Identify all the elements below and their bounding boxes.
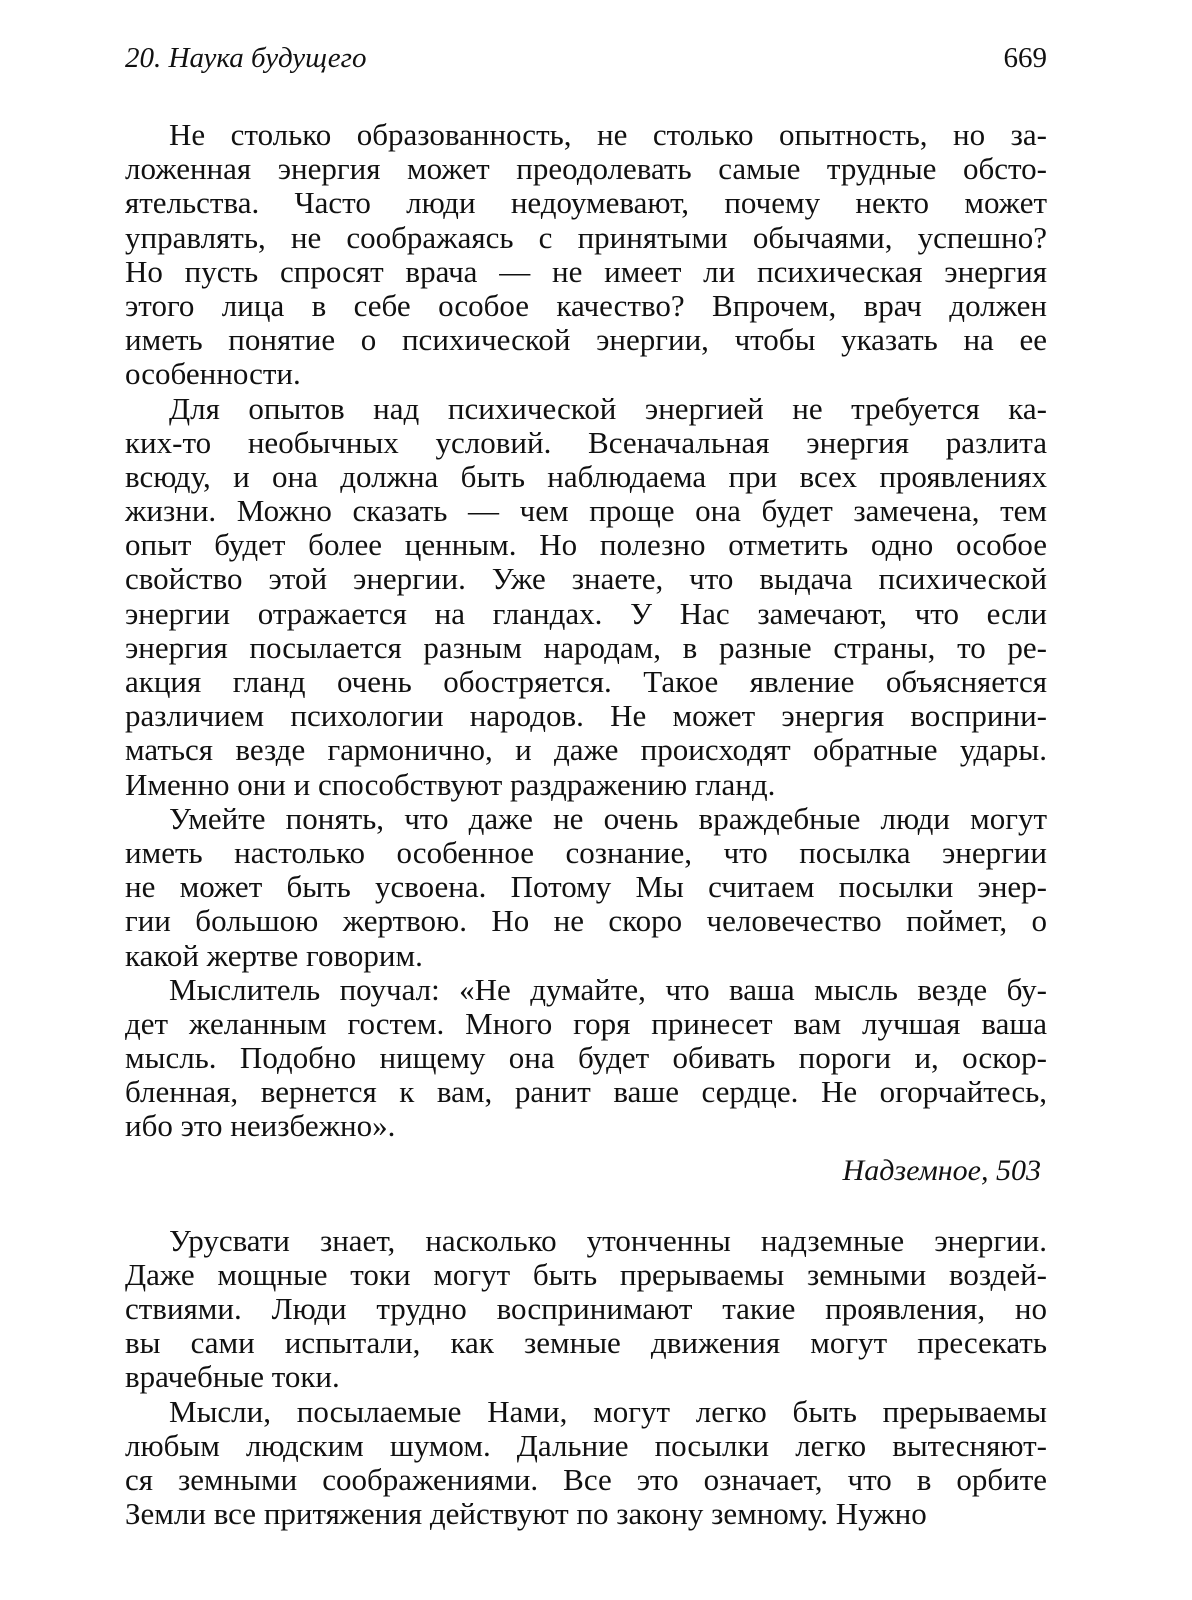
text-line: иметь настолько особенное сознание, что посылка энергии xyxy=(125,834,1047,870)
body-text xyxy=(125,118,1047,1531)
text-line: акция гланд очень обостряется. Такое явление объясняется xyxy=(125,664,1047,699)
text-line: мысль. Подобно нищему она будет обивать пороги и, оскор- xyxy=(125,1040,1047,1076)
text-line: энергии отражается на гландах. У Нас замечают, что если xyxy=(125,595,1047,631)
text-section-2 xyxy=(125,1224,1047,1532)
paragraph xyxy=(125,392,1047,802)
text-line: особенности. xyxy=(125,356,301,392)
text-line: иметь понятие о психической энергии, чтобы указать на ее xyxy=(125,322,1047,358)
text-line: Земли все притяжения действуют по закону земному. Нужно xyxy=(125,1496,927,1532)
text-line: вы сами испытали, как земные движения могут пресекать xyxy=(125,1325,1047,1361)
text-line: ибо это неизбежно». xyxy=(125,1108,396,1144)
paragraph xyxy=(125,118,1047,392)
text-line: ких-то необычных условий. Всеначальная энергия разлита xyxy=(125,424,1047,460)
text-line: ся земными соображениями. Все это означает, что в орбите xyxy=(125,1461,1047,1497)
text-line: Урусвати знает, насколько утонченны надземные энергии. xyxy=(169,1222,1047,1258)
text-line: любым людским шумом. Дальние посылки легко вытесняют- xyxy=(125,1427,1047,1463)
paragraph xyxy=(125,1224,1047,1395)
text-line: маться везде гармонично, и даже происходят обратные удары. xyxy=(125,732,1047,768)
paragraph xyxy=(125,973,1047,1144)
text-section-1 xyxy=(125,118,1047,1144)
text-line: всюду, и она должна быть наблюдаема при всех проявлениях xyxy=(125,458,1047,494)
text-line: какой жертве говорим. xyxy=(125,937,423,973)
text-line: Не столько образованность, не столько опытность, но за- xyxy=(169,117,1047,152)
text-line: ятельства. Часто люди недоумевают, почему некто может xyxy=(125,185,1047,221)
paragraph xyxy=(125,802,1047,973)
page-number: 669 xyxy=(1003,42,1047,74)
text-line: Но пусть спросят врача — не имеет ли психическая энергия xyxy=(125,253,1047,289)
text-line: врачебные токи. xyxy=(125,1359,340,1395)
text-line: опыт будет более ценным. Но полезно отметить одно особое xyxy=(125,527,1047,563)
text-line: Мыслитель поучал: «Не думайте, что ваша мысль везде бу- xyxy=(169,971,1047,1007)
text-line: Даже мощные токи могут быть прерываемы земными воздей- xyxy=(125,1256,1047,1292)
running-head xyxy=(125,40,1047,76)
text-line: различием психологии народов. Не может энергия восприни- xyxy=(125,698,1047,734)
text-line: дет желанным гостем. Много горя принесет вам лучшая ваша xyxy=(125,1005,1047,1041)
chapter-title: 20. Наука будущего xyxy=(125,42,367,74)
text-line: Для опытов над психической энергией не требуется ка- xyxy=(169,390,1047,426)
text-line: энергия посылается разным народам, в разные страны, то ре- xyxy=(125,629,1047,665)
text-line: бленная, вернется к вам, ранит ваше сердце. Не огорчайтесь, xyxy=(125,1074,1047,1110)
source-citation: Надземное, 503 xyxy=(842,1153,1041,1187)
section-gap xyxy=(125,1188,1047,1224)
book-page xyxy=(125,40,1047,1531)
text-line: не может быть усвоена. Потому Мы считаем посылки энер- xyxy=(125,869,1047,905)
text-line: Умейте понять, что даже не очень враждебные люди могут xyxy=(169,800,1047,836)
text-line: ствиями. Люди трудно воспринимают такие проявления, но xyxy=(125,1291,1047,1326)
text-line: жизни. Можно сказать — чем проще она будет замечена, тем xyxy=(125,493,1047,529)
text-line: гии большою жертвою. Но не скоро человечество поймет, о xyxy=(125,903,1047,939)
text-line: управлять, не соображаясь с принятыми обычаями, успешно? xyxy=(125,219,1047,255)
text-line: этого лица в себе особое качество? Впрочем, врач должен xyxy=(125,287,1047,323)
text-line: Именно они и способствуют раздражению гланд. xyxy=(125,766,776,802)
paragraph xyxy=(125,1395,1047,1532)
text-line: ложенная энергия может преодолевать самые трудные обсто- xyxy=(125,151,1047,187)
text-line: свойство этой энергии. Уже знаете, что выдача психической xyxy=(125,561,1047,597)
text-line: Мысли, посылаемые Нами, могут легко быть прерываемы xyxy=(169,1393,1047,1429)
